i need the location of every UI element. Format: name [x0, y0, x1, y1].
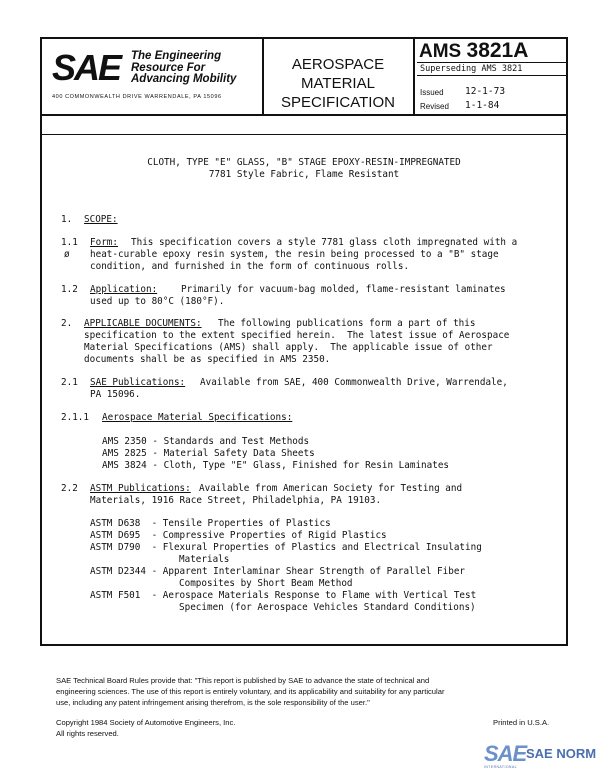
section-1-2-heading: Application:: [90, 284, 158, 295]
paragraph-line: PA 15096.: [90, 389, 141, 400]
section-2-heading: APPLICABLE DOCUMENTS:: [84, 318, 202, 329]
paragraph-line: used up to 80°C (180°F).: [90, 296, 225, 307]
printed-in: Printed in U.S.A.: [493, 718, 550, 727]
issued-date: 12-1-73: [465, 86, 506, 97]
header-divider: [40, 114, 568, 116]
astm-reference-cont: Composites by Short Beam Method: [179, 578, 353, 589]
astm-reference: ASTM F501 - Aerospace Materials Response to Flame with Vertical Test: [90, 590, 477, 601]
sae-logo: SAE: [52, 47, 121, 88]
rights-reserved: All rights reserved.: [56, 729, 119, 738]
paragraph-line: This specification covers a style 7781 glass cloth impregnated with a: [131, 237, 518, 248]
revised-label: Revised: [420, 102, 449, 111]
copyright-notice: Copyright 1984 Society of Automotive Engineers, Inc.: [56, 718, 236, 727]
paragraph-line: Available from American Society for Testing and: [199, 483, 463, 494]
title-divider: [40, 134, 568, 135]
section-1-2-number: 1.2: [61, 284, 78, 295]
section-1-heading: SCOPE:: [84, 214, 118, 225]
paragraph-line: Available from SAE, 400 Commonwealth Drive, Warrendale,: [200, 377, 508, 388]
astm-reference: ASTM D638 - Tensile Properties of Plastics: [90, 518, 331, 529]
section-1-1-heading: Form:: [90, 237, 118, 248]
paragraph-line: Material Specifications (AMS) shall apply. The applicable issue of other: [84, 342, 493, 353]
section-2-1-1-number: 2.1.1: [61, 412, 89, 423]
section-2-1-number: 2.1: [61, 377, 78, 388]
ams-number: AMS 3821A: [419, 39, 529, 62]
superseding-line: Superseding AMS 3821: [417, 62, 567, 76]
sae-board-rules: SAE Technical Board Rules provide that: "This report is published by SAE to advance the state of technical and engineering sciences. The use of this report is entirely voluntary, and its applicability and suitability for any particular use, including any patent infringement arising therefrom, is the sole responsibility of the user.": [56, 676, 445, 707]
ams-reference: AMS 2825 - Material Safety Data Sheets: [102, 448, 315, 459]
document-title: CLOTH, TYPE "E" GLASS, "B" STAGE EPOXY-RESIN-IMPREGNATED: [147, 157, 461, 168]
astm-reference: ASTM D790 - Flexural Properties of Plastics and Electrical Insulating: [90, 542, 482, 553]
paragraph-line: heat-curable epoxy resin system, the resin being processed to a "B" stage: [90, 249, 499, 260]
spec-type: AEROSPACE MATERIAL SPECIFICATION: [281, 56, 395, 111]
paragraph-line: Materials, 1916 Race Street, Philadelphia, PA 19103.: [90, 495, 382, 506]
issued-label: Issued: [420, 88, 444, 97]
section-2-2-number: 2.2: [61, 483, 78, 494]
astm-reference: ASTM D2344 - Apparent Interlaminar Shear Strength of Parallel Fiber: [90, 566, 466, 577]
paragraph-line: The following publications form a part of this: [218, 318, 476, 329]
astm-reference-cont: Specimen (for Aerospace Vehicles Standard Conditions): [179, 602, 476, 613]
sae-norm-subtext: INTERNATIONAL: [484, 765, 517, 769]
paragraph-line: documents shall be as specified in AMS 2350.: [84, 354, 331, 365]
section-2-2-heading: ASTM Publications:: [90, 483, 191, 494]
revision-mark: ø: [64, 249, 70, 260]
astm-reference: ASTM D695 - Compressive Properties of Rigid Plastics: [90, 530, 387, 541]
sae-norm-logo: SAE: [484, 741, 527, 766]
ams-reference: AMS 2350 - Standards and Test Methods: [102, 436, 310, 447]
paragraph-line: Primarily for vacuum-bag molded, flame-resistant laminates: [181, 284, 506, 295]
paragraph-line: specification to the extent specified herein. The latest issue of Aerospace: [84, 330, 510, 341]
sae-address: 400 COMMONWEALTH DRIVE WARRENDALE, PA 15096: [52, 94, 222, 100]
section-2-1-1-heading: Aerospace Material Specifications:: [102, 412, 293, 423]
revised-date: 1-1-84: [465, 100, 500, 111]
section-2-number: 2.: [61, 318, 73, 329]
section-1-number: 1.: [61, 214, 73, 225]
sae-norm-wordmark: SAE NORM: [526, 746, 597, 761]
section-2-1-heading: SAE Publications:: [90, 377, 186, 388]
document-subtitle: 7781 Style Fabric, Flame Resistant: [208, 169, 400, 180]
sae-tagline: The Engineering Resource For Advancing Mobility: [131, 50, 237, 85]
paragraph-line: condition, and furnished in the form of continuous rolls.: [90, 261, 410, 272]
section-1-1-number: 1.1: [61, 237, 78, 248]
astm-reference-cont: Materials: [179, 554, 230, 565]
ams-reference: AMS 3824 - Cloth, Type "E" Glass, Finished for Resin Laminates: [102, 460, 450, 471]
